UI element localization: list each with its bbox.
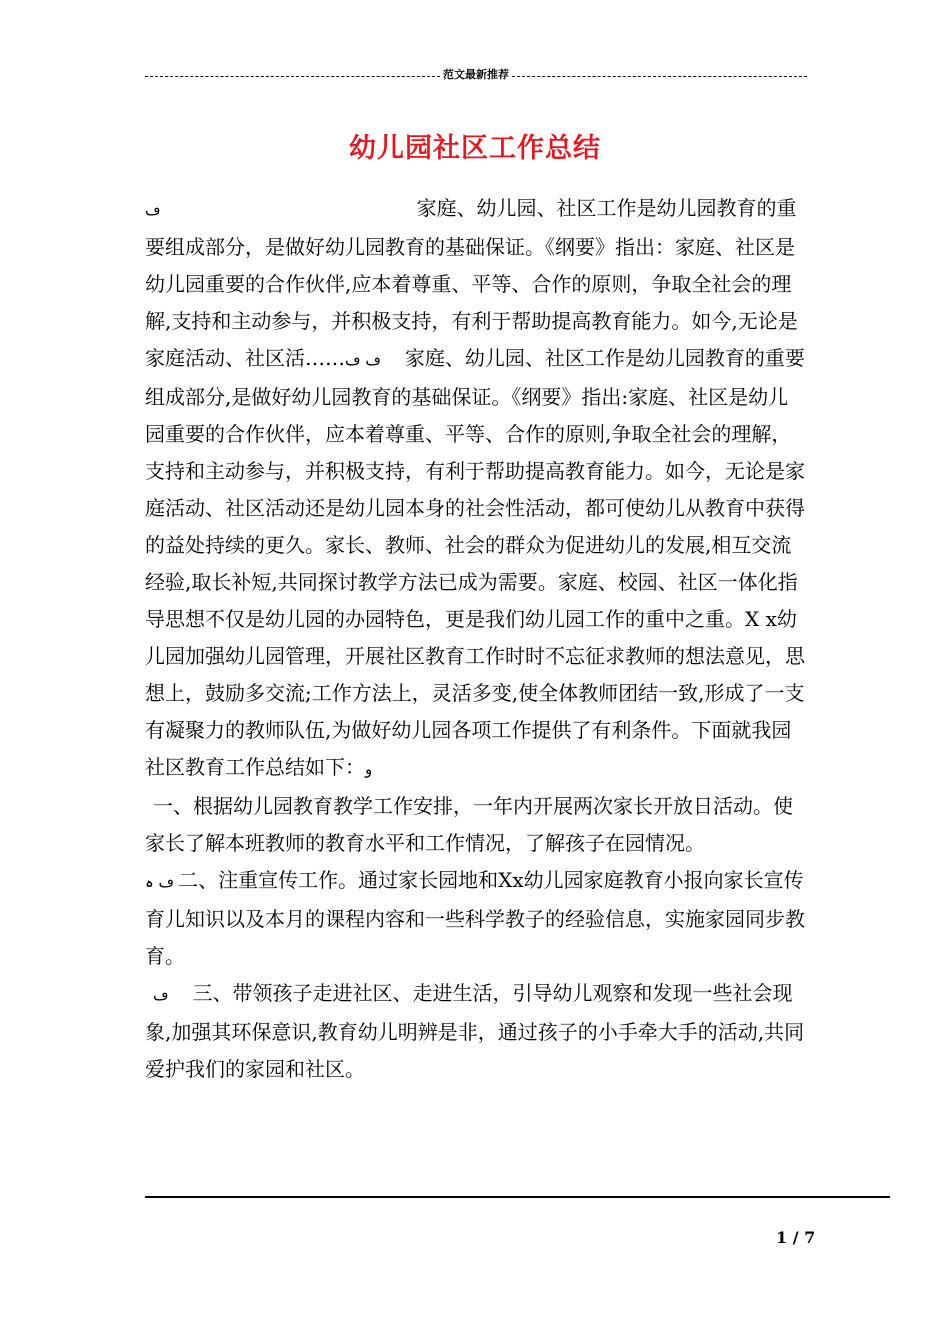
- stray-mark: ڡ ڡ: [345, 351, 381, 369]
- paragraph-1: [145, 788, 807, 862]
- page-separator: /: [787, 1228, 805, 1247]
- current-page: 1: [776, 1228, 788, 1247]
- stray-mark: ڡ ہ: [145, 873, 175, 891]
- stray-mark: ڡ: [153, 986, 169, 1004]
- paragraph-2-text: 二、注重宣传工作。通过家长园地和Xx幼儿园家庭教育小报向家长宣传育儿知识以及本月的课程内容和一些科学教子的经验信息，实施家园同步教育。: [145, 868, 805, 968]
- stray-mark: و: [365, 760, 373, 778]
- page-number: [776, 1228, 815, 1247]
- header-dash-left: [145, 76, 440, 77]
- intro-continued-text: 家庭、幼儿园、社区工作是幼儿园教育的重要组成部分,是做好幼儿园教育的基础保证。《纲要》指出:家庭、社区是幼儿园重要的合作伙伴，应本着尊重、平等、合作的原则,争取全社会的理解，支持和主动参与，并积极支持，有利于帮助提高教育能力。如今，无论是家庭活动、社区活动还是幼儿园本身的社会性活动，都可使幼儿从教育中获得的益处持续的更久。家长、教师、社会的群众为促进幼儿的发展,相互交流经验,取长补短,共同探讨教学方法已成为需要。家庭、校园、社区一体化指导思想不仅是幼儿园的办园特色，更是我们幼儿园工作的重中之重。X x幼儿园加强幼儿园管理，开展社区教育工作时时不忘征求教师的想法意见，思想上，鼓励多交流;工作方法上，灵活多变,使全体教师团结一致,形成了一支有凝聚力的教师队伍,为做好幼儿园各项工作提供了有利条件。下面就我园社区教育工作总结如下：: [145, 346, 805, 779]
- header-label: 范文最新推荐: [443, 68, 509, 81]
- paragraph-3: [145, 975, 807, 1088]
- paragraph-intro: [145, 190, 807, 788]
- paragraph-1-text: 一、根据幼儿园教育教学工作安排，一年内开展两次家长开放日活动。使家长了解本班教师的教育水平和工作情况，了解孩子在园情况。: [145, 794, 793, 855]
- stray-mark: ڡ: [145, 201, 161, 219]
- document-body: [145, 190, 807, 1088]
- document-title: 幼儿园社区工作总结: [349, 133, 601, 164]
- intro-text: 家庭、幼儿园、社区工作是幼儿园教育的重要组成部分，是做好幼儿园教育的基础保证。《纲要》指出：家庭、社区是幼儿园重要的合作伙伴,应本着尊重、平等、合作的原则，争取全社会的理解,支持和主动参与，并积极支持，有利于帮助提高教育能力。如今,无论是家庭活动、社区活……: [145, 196, 798, 370]
- paragraph-3-text: 三、带领孩子走进社区、走进生活，引导幼儿观察和发现一些社会现象,加强其环保意识,教育幼儿明辨是非，通过孩子的小手牵大手的活动,共同爱护我们的家园和社区。: [145, 981, 805, 1081]
- paragraph-2: [145, 862, 807, 975]
- page-header: [145, 68, 807, 82]
- total-pages: 7: [804, 1228, 816, 1247]
- header-dash-right: [512, 76, 807, 77]
- footer-rule: [145, 1196, 890, 1198]
